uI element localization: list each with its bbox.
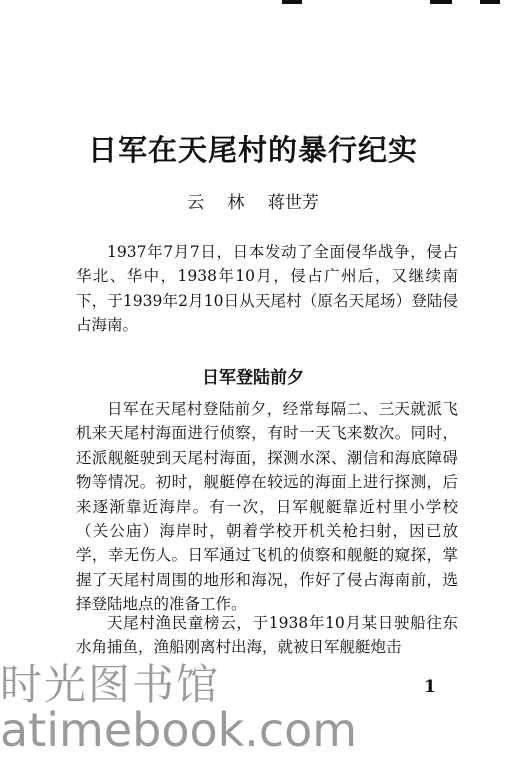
article-authors: 云 林 蒋世芳 — [187, 193, 319, 213]
paragraph-intro: 1937年7月7日，日本发动了全面侵华战争，侵占华北、华中，1938年10月，侵占广州后，又继续南下，于1939年2月10日从天尾村（原名天尾场）登陆侵占海南。 — [76, 243, 458, 335]
article-title: 日军在天尾村的暴行纪实 — [87, 133, 418, 167]
section-heading: 日军登陆前夕 — [202, 368, 304, 388]
watermark-line-1: 时光图书馆 — [0, 660, 221, 709]
watermark-line-2: atimebook.com — [0, 703, 358, 757]
paragraph-reconnaissance: 日军在天尾村登陆前夕，经常每隔二、三天就派飞机来天尾村海面进行侦察，有时一天飞来数次。同时，还派舰艇驶到天尾村海面，探测水深、潮信和海底障碍物等情况。初时，舰艇停在较远的海面上进行探测，后来逐渐靠近海岸。有一次，日军舰艇靠近村里小学校（关公庙）海岸时，朝着学校开机关枪扫射，因已放学，幸无伤人。日军通过飞机的侦察和舰艇的窥探，掌握了天尾村周围的地形和海况，作好了侵占海南前，选择登陆地点的准备工作。 — [76, 400, 458, 614]
paragraph-fisherman: 天尾村渔民童榜云，于1938年10月某日驶船往东水角捕鱼，渔船刚离村出海，就被日军舰艇炮击 — [76, 614, 458, 657]
page-number: 1 — [424, 677, 436, 697]
top-edge-mark-3 — [480, 0, 500, 4]
top-edge-mark-2 — [430, 0, 452, 4]
top-edge-mark-1 — [282, 0, 302, 4]
